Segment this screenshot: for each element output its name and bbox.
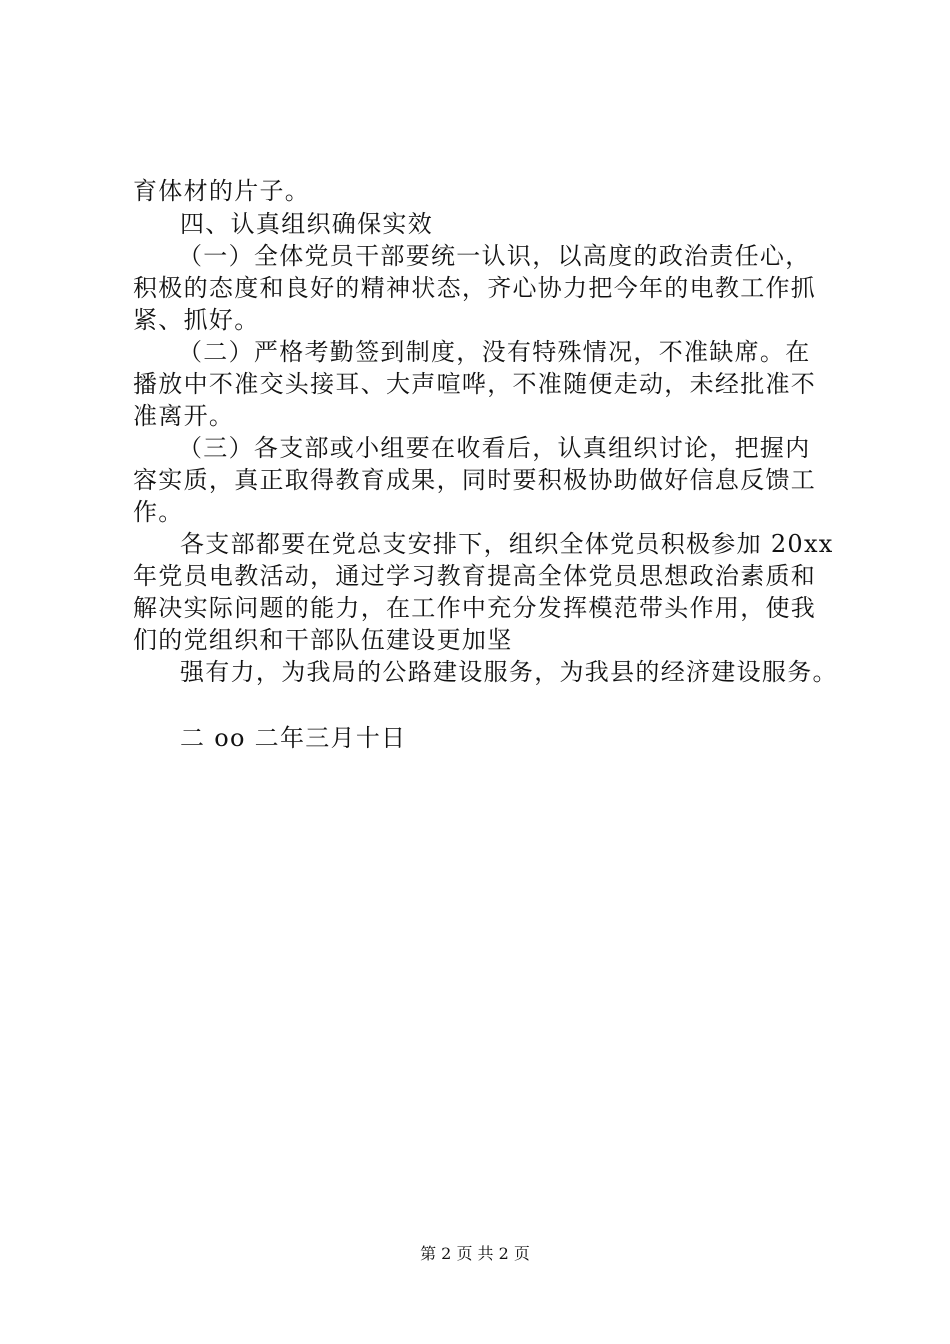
text-line: 强有力，为我局的公路建设服务，为我县的经济建设服务。 [180,658,838,686]
date-line: 二 oo 二年三月十日 [180,724,407,752]
text-line: （二）严格考勤签到制度，没有特殊情况，不准缺席。在 [178,338,811,366]
text-line: 紧、抓好。 [133,306,260,334]
text-line: 年党员电教活动，通过学习教育提高全体党员思想政治素质和 [133,562,817,590]
text-line: （一）全体党员干部要统一认识，以高度的政治责任心， [178,242,811,270]
text-line: 准离开。 [133,402,235,430]
text-line: 积极的态度和良好的精神状态，齐心协力把今年的电教工作抓 [133,274,817,302]
text-line: 容实质，真正取得教育成果，同时要积极协助做好信息反馈工 [133,466,817,494]
page-footer: 第 2 页 共 2 页 [420,1244,530,1263]
section-heading: 四、认真组织确保实效 [180,210,433,238]
text-line: 作。 [133,498,184,526]
text-line: 们的党组织和干部队伍建设更加坚 [133,626,513,654]
text-line: 各支部都要在党总支安排下，组织全体党员积极参加 20xx [180,530,834,558]
text-line: 解决实际问题的能力，在工作中充分发挥模范带头作用，使我 [133,594,817,622]
text-line: （三）各支部或小组要在收看后，认真组织讨论，把握内 [178,434,811,462]
text-line: 育体材的片子。 [133,177,311,205]
text-line: 播放中不准交头接耳、大声喧哗，不准随便走动，未经批准不 [133,370,817,398]
